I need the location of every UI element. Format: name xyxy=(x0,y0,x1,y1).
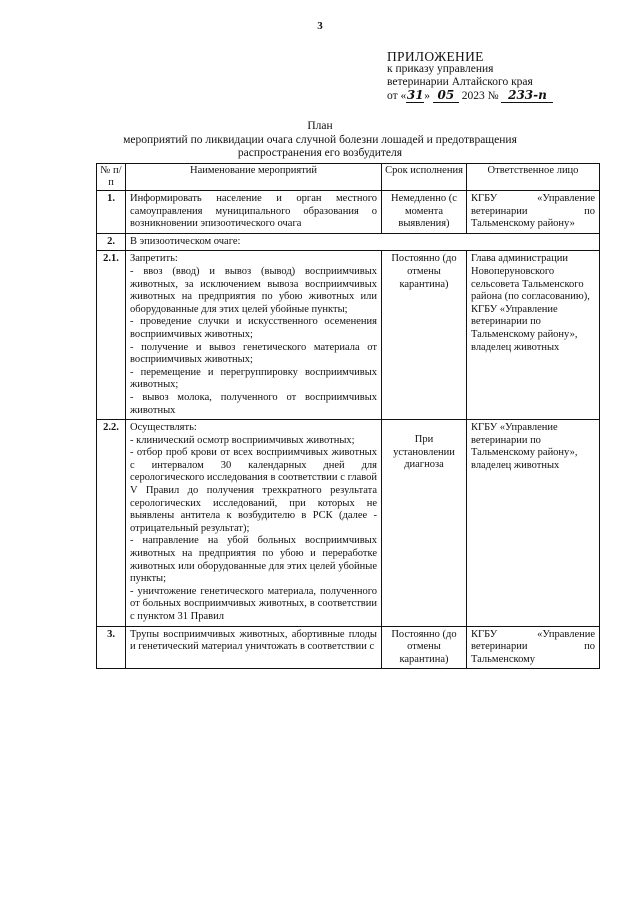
row-responsible: КГБУ «Управление ветеринарии по Тальменскому району», владелец животных xyxy=(467,420,600,627)
table-row xyxy=(97,233,600,251)
row-responsible: Глава администрации Новоперуновского сельсовета Тальменского района (по согласованию), КГБУ «Управление ветеринарии по Тальменскому району», владелец животных xyxy=(467,251,600,420)
table-row xyxy=(97,251,600,420)
row-term: При установлении диагноза xyxy=(382,420,467,627)
date-month: 05 xyxy=(433,89,459,103)
measure-item: - ввоз (ввод) и вывоз (вывод) восприимчивых животных, за исключением вывоза восприимчивых животных на предприятия по убою животных или оборудованные для этих целей убойные пункты; xyxy=(130,265,377,315)
date-mid: » xyxy=(424,90,430,102)
row-measure: Трупы восприимчивых животных, абортивные плоды и генетический материал уничтожать в соответствии с xyxy=(126,626,382,669)
date-day: 31 xyxy=(406,88,424,102)
table-row xyxy=(97,626,600,669)
header-num: № п/п xyxy=(97,164,126,191)
row-number: 2. xyxy=(97,233,126,251)
measure-item: - клинический осмотр восприимчивых животных; xyxy=(130,434,355,446)
appendix-title: ПРИЛОЖЕНИЕ xyxy=(387,49,484,64)
measure-heading: Запретить: xyxy=(130,253,178,265)
plan-title: План xyxy=(307,120,333,132)
page-number: 3 xyxy=(317,20,323,32)
row-measure: Информировать население и орган местного самоуправления муниципального образования о возникновении эпизоотического очага xyxy=(126,191,382,234)
table-row xyxy=(97,420,600,627)
measure-item: - вывоз молока, полученного от восприимчивых животных xyxy=(130,391,377,416)
measure-item: - проведение случки и искусственного осеменения восприимчивых животных; xyxy=(130,316,377,340)
plan-subtitle: мероприятий по ликвидации очага случной болезни лошадей и предотвращения распространения его возбудителя xyxy=(123,133,517,159)
row-number: 1. xyxy=(97,191,126,234)
date-year: 2023 № xyxy=(461,90,499,102)
row-measure: В эпизоотическом очаге: xyxy=(126,233,600,251)
row-number: 3. xyxy=(97,626,126,669)
appendix-block xyxy=(387,50,553,103)
header-name: Наименование мероприятий xyxy=(126,164,382,191)
row-measure xyxy=(126,420,382,627)
row-term: Постоянно (до отмены карантина) xyxy=(382,626,467,669)
measures-table xyxy=(96,163,600,669)
measure-item: - направление на убой больных восприимчивых животных на предприятия по убою и переработке животных или оборудованные для этих целей убойные пункты; xyxy=(130,535,377,585)
appendix-line-1: к приказу управления xyxy=(387,63,494,75)
order-number: 233-п xyxy=(501,89,553,103)
row-responsible: КГБУ «Управление ветеринарии по Тальменскому району» xyxy=(467,191,600,234)
header-term: Срок исполнения xyxy=(382,164,467,191)
measure-item: - отбор проб крови от всех восприимчивых животных с интервалом 30 календарных дней для серологического исследования в соответствии с главой V Правил до получения трехкратного результата серологических исследований, при которых не выявлены антитела к возбудителю в РСК (далее - отрицательный результат); xyxy=(130,447,377,534)
measure-item: - уничтожение генетического материала, полученного от больных восприимчивых животных, в соответствии с пунктом 31 Правил xyxy=(130,585,377,622)
measure-item: - перемещение и перегруппировку восприимчивых животных; xyxy=(130,366,377,391)
table-header-row xyxy=(97,164,600,191)
table-row xyxy=(97,191,600,234)
date-prefix: от « xyxy=(387,90,407,102)
header-resp: Ответственное лицо xyxy=(467,164,600,191)
appendix-line-2: ветеринарии Алтайского края xyxy=(387,76,533,88)
row-term: Немедленно (с момента выявления) xyxy=(382,191,467,234)
row-term: Постоянно (до отмены карантина) xyxy=(382,251,467,420)
row-measure xyxy=(126,251,382,420)
row-number: 2.1. xyxy=(97,251,126,420)
row-responsible: КГБУ «Управление ветеринарии по Тальменскому xyxy=(467,626,600,669)
measure-heading: Осуществлять: xyxy=(130,422,197,434)
plan-heading xyxy=(0,120,640,161)
row-number: 2.2. xyxy=(97,420,126,627)
appendix-date-line xyxy=(387,89,553,103)
measure-item: - получение и вывоз генетического материала от восприимчивых животных; xyxy=(130,341,377,366)
